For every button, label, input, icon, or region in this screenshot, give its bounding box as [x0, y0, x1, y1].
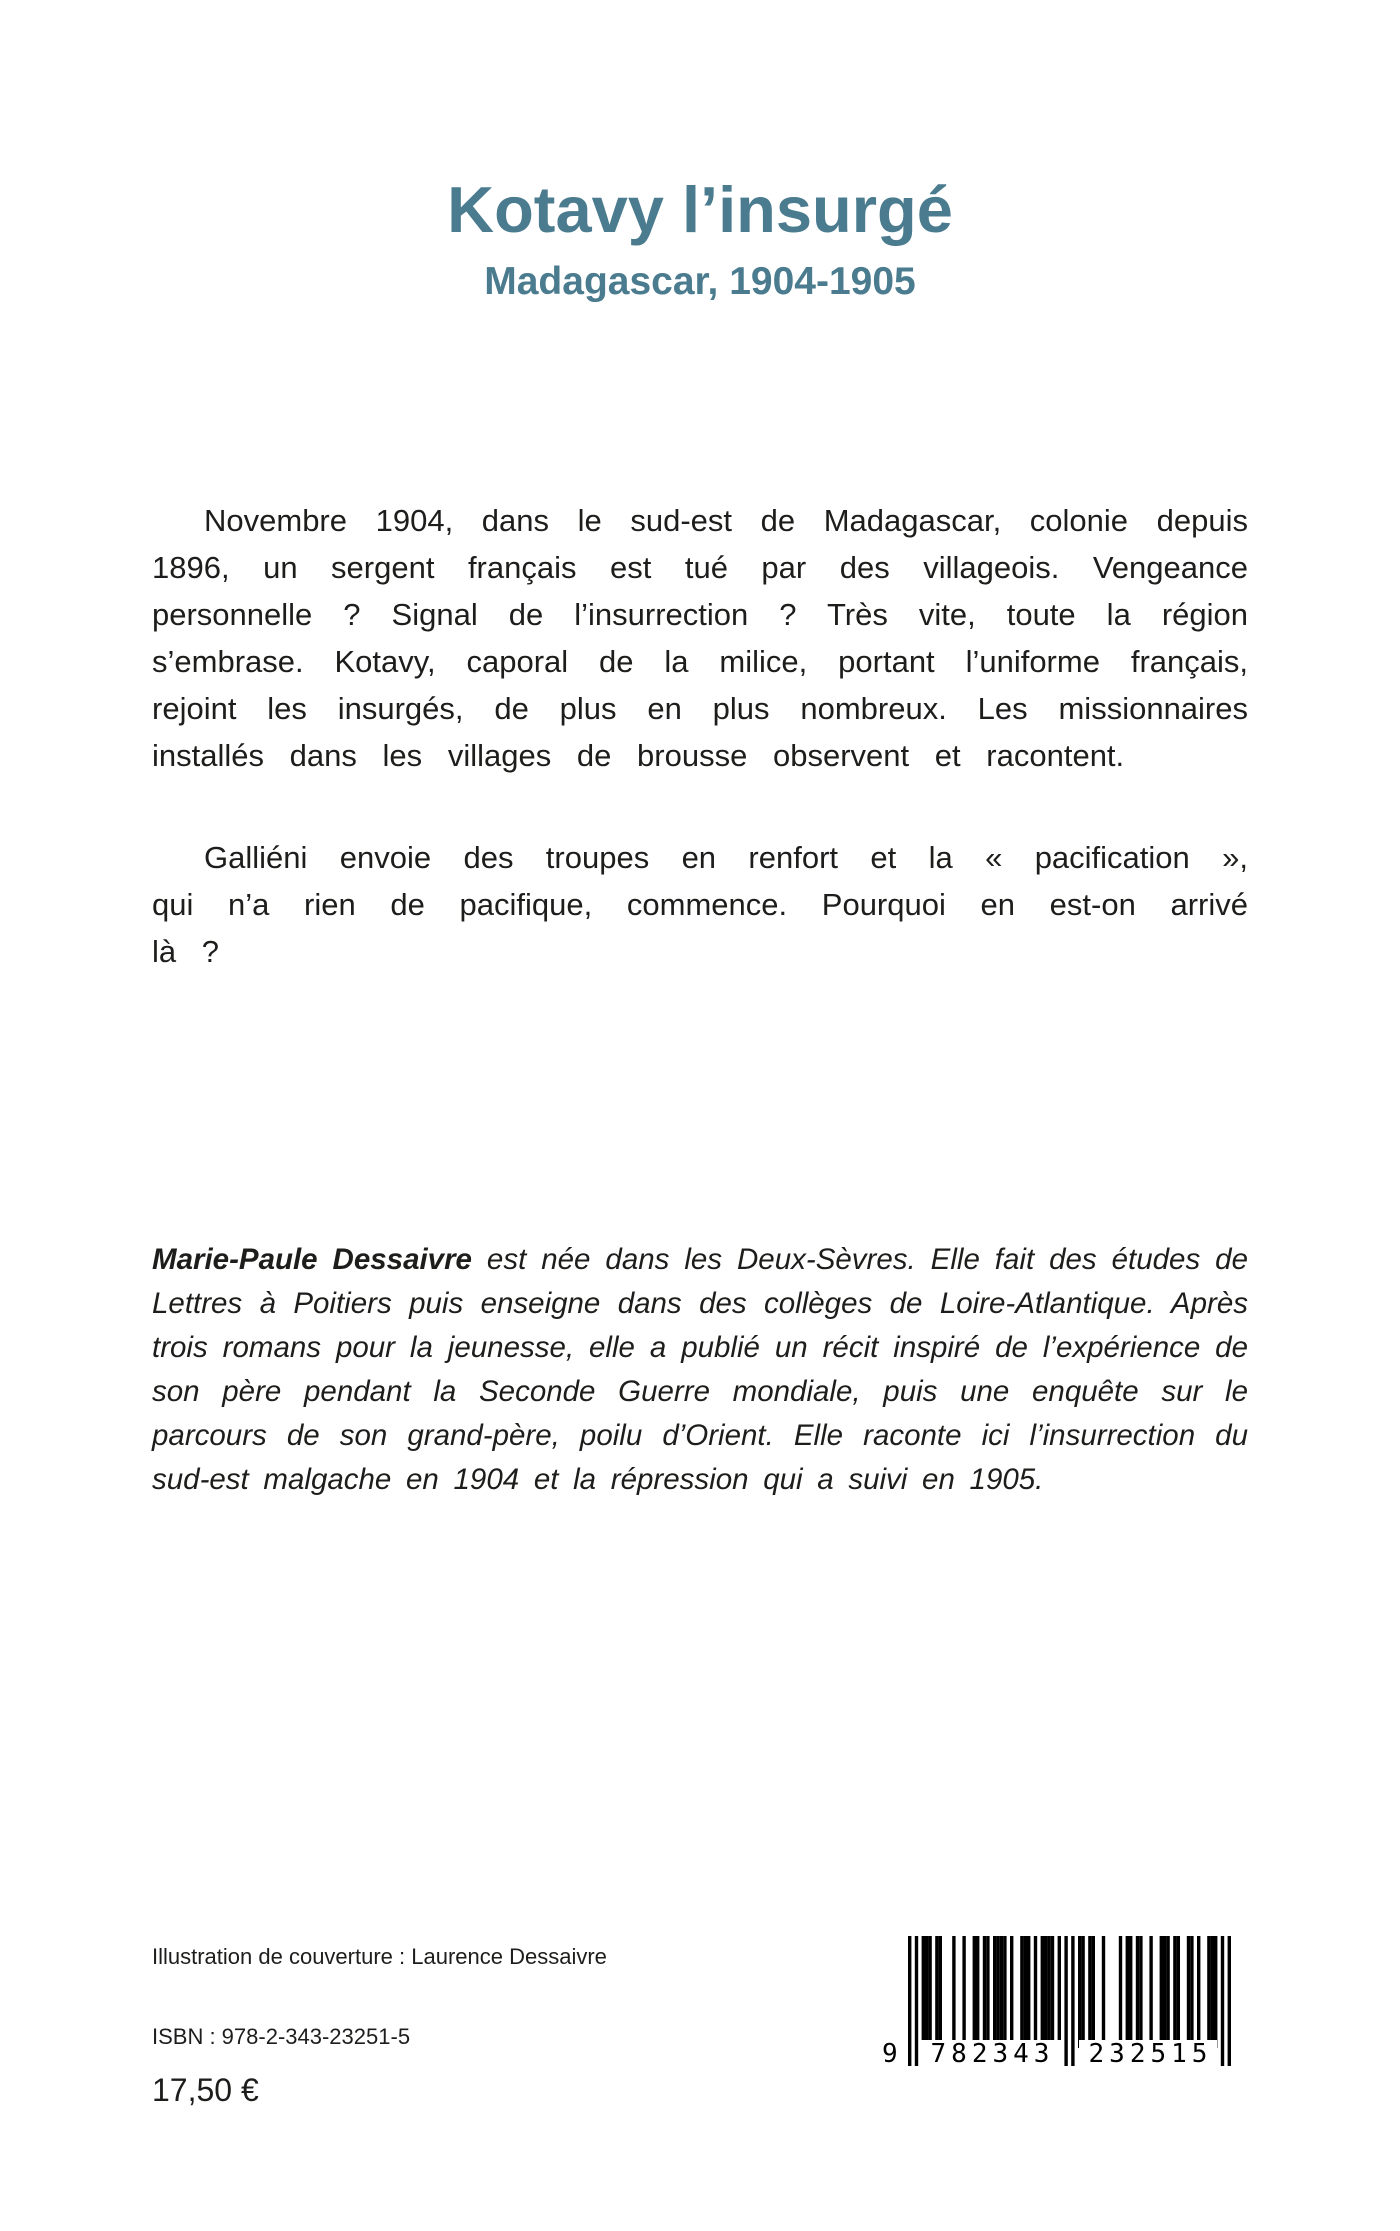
- title-block: [0, 173, 1400, 304]
- synopsis: [152, 497, 1248, 975]
- cover-illustration-credit: Illustration de couverture : Laurence Dessaivre: [152, 1944, 607, 1969]
- isbn: ISBN : 978-2-343-23251-5: [152, 2024, 411, 2049]
- price: 17,50 €: [152, 2072, 259, 2108]
- synopsis-paragraph-1: Novembre 1904, dans le sud-est de Madagascar, colonie depuis 1896, un sergent français est tué par des villageois. Vengeance personnelle ? Signal de l’insurrection ? Très vite, toute la région s’embrase. Kotavy, caporal de la milice, portant l’uniforme français, rejoint les insurgés, de plus en plus nombreux. Les missionnaires installés dans les villages de brousse observent et racontent.: [152, 503, 1248, 773]
- book-title: Kotavy l’insurgé: [447, 173, 953, 246]
- bio-text: est née dans les Deux-Sèvres. Elle fait des études de Lettres à Poitiers puis enseigne dans des collèges de Loire-Atlantique. Après trois romans pour la jeunesse, elle a publié un récit inspiré de l’expérience de son père pendant la Seconde Guerre mondiale, puis une enquête sur le parcours de son grand-père, poilu d’Orient. Elle raconte ici l’insurrection du sud-est malgache en 1904 et la répression qui a suivi en 1905.: [152, 1243, 1248, 1496]
- synopsis-paragraph-2: Galliéni envoie des troupes en renfort et la « pacification », qui n’a rien de pacifique, commence. Pourquoi en est-on arrivé là ?: [152, 840, 1248, 969]
- author-name: Marie-Paule Dessaivre: [152, 1243, 472, 1276]
- bio-paragraph: [152, 1238, 1248, 1502]
- barcode-digits-left: 782343: [919, 2040, 1061, 2068]
- barcode-digits-right: 232515: [1079, 2040, 1217, 2068]
- author-bio: [152, 1238, 1248, 1502]
- book-subtitle: Madagascar, 1904-1905: [484, 260, 916, 304]
- barcode-digit-first: 9: [882, 2039, 898, 2069]
- ean13-barcode: [882, 1936, 1240, 2088]
